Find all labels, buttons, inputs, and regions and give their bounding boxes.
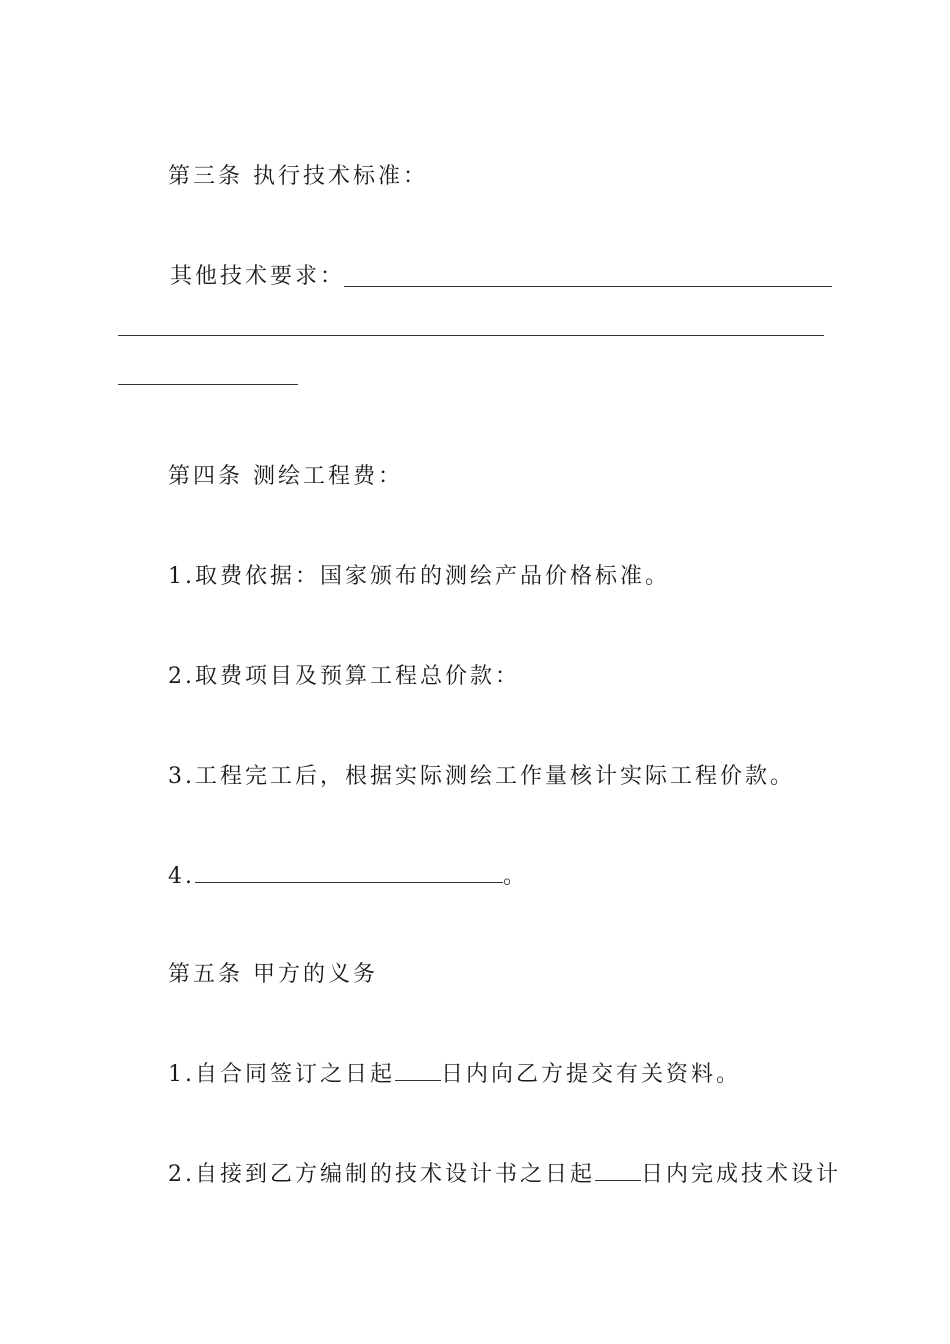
fee-item-1-text: 1.取费依据：国家颁布的测绘产品价格标准。 [168,564,670,589]
fee-item-3-text: 3.工程完工后，根据实际测绘工作量核计实际工程价款。 [168,764,795,789]
other-requirements-line [170,262,345,292]
fee-item-4 [168,862,528,892]
blank-line-3 [118,384,298,385]
duty-1-suffix: 日内向乙方提交有关资料。 [441,1062,742,1087]
duty-1-blank [395,1060,441,1081]
duty-2-suffix: 日内完成技术设计 [641,1162,842,1187]
fee-item-2-text: 2.取费项目及预算工程总价款： [168,664,520,689]
article-3-heading [168,162,428,192]
fee-item-4-blank [195,862,503,883]
other-requirements-label: 其他技术要求： [170,264,346,289]
fee-item-4-prefix: 4. [168,864,195,889]
article-5-heading-text: 第五条 甲方的义务 [168,962,378,987]
article-3-heading-text: 第三条 执行技术标准： [168,164,428,189]
article-4-heading-text: 第四条 测绘工程费： [168,464,403,489]
fee-item-1 [168,562,670,592]
duty-2 [168,1160,841,1190]
article-5-heading [168,960,378,990]
duty-1 [168,1060,741,1090]
duty-1-prefix: 1.自合同签订之日起 [168,1062,395,1087]
fee-item-4-suffix: 。 [503,864,529,889]
article-4-heading [168,462,403,492]
blank-line-1 [344,286,832,287]
fee-item-2 [168,662,520,692]
duty-2-prefix: 2.自接到乙方编制的技术设计书之日起 [168,1162,595,1187]
blank-line-2 [118,335,824,336]
duty-2-blank [595,1160,641,1181]
fee-item-3 [168,762,795,792]
